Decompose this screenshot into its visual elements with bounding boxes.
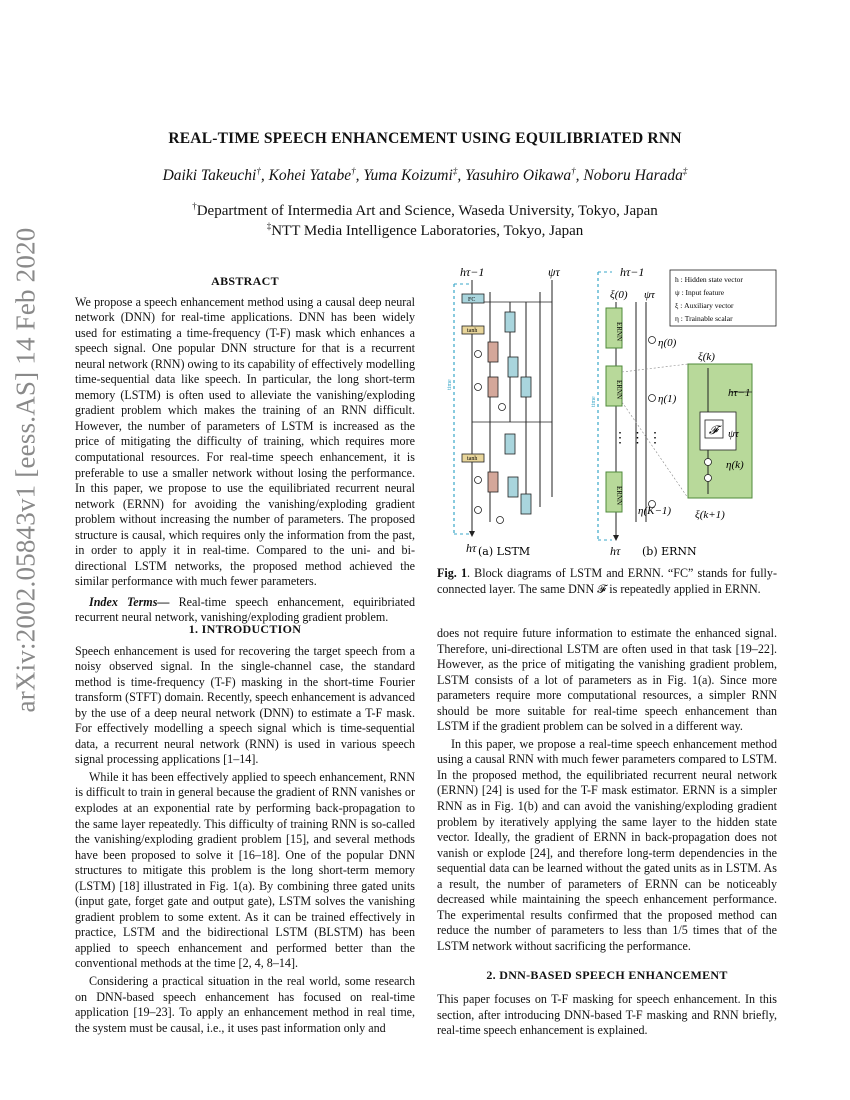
index-terms: Index Terms— Real-time speech enhancement, equiribriated recurrent neural network, vanishing/exploding gradient problem. <box>75 594 416 625</box>
ernn-h-out: hτ <box>610 544 621 558</box>
lstm-tanh-label: tanh <box>467 456 478 462</box>
ernn-block-label: ERNN <box>615 322 623 342</box>
legend-item: ψ : Input feature <box>675 288 725 297</box>
ernn-op <box>705 459 712 466</box>
lstm-h-out: hτ <box>466 541 477 555</box>
lstm-op <box>475 351 482 358</box>
lstm-time-label: time <box>447 379 453 390</box>
ernn-diagram <box>591 265 776 558</box>
label-lstm: (a) LSTM <box>478 545 531 558</box>
right-column-text <box>437 626 777 1039</box>
legend-item: η : Trainable scalar <box>675 314 733 323</box>
lstm-h-prev: hτ−1 <box>460 265 485 279</box>
author: Noboru Harada‡ <box>583 166 688 185</box>
lstm-gate <box>508 477 518 497</box>
lstm-op <box>475 507 482 514</box>
arxiv-watermark: arXiv:2002.05843v1 [eess.AS] 14 Feb 2020 <box>10 227 41 713</box>
figure-1-diagram <box>430 262 780 562</box>
lstm-gate <box>505 434 515 454</box>
ernn-op <box>705 475 712 482</box>
ernn-detail-psi: ψτ <box>728 428 739 440</box>
lstm-tanh-label: tanh <box>467 328 478 334</box>
lstm-psi: ψτ <box>548 265 560 279</box>
author: Yuma Koizumi‡, <box>363 166 466 185</box>
ernn-xi0: ξ(0) <box>610 289 628 301</box>
intro-paragraph: While it has been effectively applied to speech enhancement, RNN is difficult to train in general because the gradient of RNN vanishes or explodes at an exponential rate by performing back-propagation to the same layer repeatedly. This difficulty of training RNN is so-called the vanishing/exploding gradient problem [15], and several methods have been proposed to solve it [16–18]. One of the popular DNN structures to mitigate this problem is the long short-term memory (LSTM) [18] illustrated in Fig. 1(a). By combining three gated units (input gate, forget gate and output gate), LSTM solves the vanishing gradient problem to some extent. As it can be trained effectively in practice, LSTM and the bidirectional LSTM (BLSTM) has been applied to speech enhancement and performed better than the conventional methods at the time [2, 4, 8–14]. <box>75 769 415 971</box>
ernn-time-label: time <box>591 396 597 407</box>
abstract-text: We propose a speech enhancement method using a causal deep neural network (DNN) for real-time applications. DNN has been widely used for estimating a time-frequency (T-F) mask which enhances a speech signal. One popular DNN structure for that is a recurrent neural network (RNN) owing to its capability of effectively modelling time-sequential data like speech. In particular, the long short-term memory (LSTM) is often used to alleviate the vanishing/exploding gradient problem which makes the training of an RNN difficult. However, the number of parameters of LSTM is increased as the price of mitigating the difficulty of training, which requires more computational resources. For real-time speech enhancement, it is preferable to use a smaller network without losing the performance. In this paper, we propose to use the equilibriated recurrent neural network (ERNN) for avoiding the vanishing/exploding gradient problem without increasing the number of parameters. The proposed structure is causal, which requires only the information from the past, in order to apply it in real-time. Compared to the uni- and bi-directional LSTM networks, the proposed method achieved the similar performance with much fewer parameters. <box>75 294 415 589</box>
ernn-F-label: 𝓕 <box>709 423 718 437</box>
section-2-paragraph: This paper focuses on T-F masking for speech enhancement. In this section, after introducing DNN-based T-F masking and RNN briefly, real-time speech enhancement is explained. <box>437 992 777 1038</box>
author-list <box>0 166 850 185</box>
lstm-op <box>499 404 506 411</box>
affiliation: ‡NTT Media Intelligence Laboratories, Tokyo, Japan <box>266 221 584 239</box>
ernn-block-label: ERNN <box>615 486 623 506</box>
lstm-gate <box>521 494 531 514</box>
ernn-eta0: η(0) <box>658 337 677 349</box>
label-ernn: (b) ERNN <box>642 545 697 558</box>
paper-title: REAL-TIME SPEECH ENHANCEMENT USING EQUILIBRIATED RNN <box>168 130 682 147</box>
intro-paragraph: Speech enhancement is used for recovering the target speech from a noisy observed signal. In the single-channel case, the standard method is time-frequency (T-F) masking in the short-time Fourier transform (STFT) domain. Recently, speech enhancement is advanced by the use of a deep neural network (DNN) to estimate a T-F mask. For effectively modelling a speech signal which is time-sequential data, a recurrent neural network (RNN) is used in various speech signal processing applications [1–14]. <box>75 643 415 767</box>
lstm-op <box>497 517 504 524</box>
ernn-xik1: ξ(k+1) <box>695 509 725 521</box>
author: Yasuhiro Oikawa†, <box>465 166 584 185</box>
figure-1-caption: Fig. 1. Block diagrams of LSTM and ERNN. “FC” stands for fully-connected layer. The same DNN 𝓕 is repeatedly applied in ERNN. <box>437 566 777 596</box>
section-2-heading: 2. DNN-BASED SPEECH ENHANCEMENT <box>486 968 728 983</box>
legend-item: ξ : Auxiliary vector <box>675 301 734 310</box>
ernn-etak: η(k) <box>726 459 744 471</box>
ernn-h-prev: hτ−1 <box>620 265 645 279</box>
ernn-op <box>649 395 656 402</box>
lstm-gate <box>521 377 531 397</box>
author: Kohei Yatabe†, <box>268 166 364 185</box>
ernn-detail-h-prev: hτ−1 <box>728 387 751 399</box>
legend-item: h : Hidden state vector <box>675 275 743 284</box>
lstm-gate <box>488 342 498 362</box>
affiliation: †Department of Intermedia Art and Science, Waseda University, Tokyo, Japan <box>192 201 658 219</box>
ernn-op <box>649 337 656 344</box>
lstm-op <box>475 384 482 391</box>
lstm-gate <box>505 312 515 332</box>
abstract-heading: ABSTRACT <box>211 274 279 288</box>
ernn-xik: ξ(k) <box>698 351 715 363</box>
intro-heading: 1. INTRODUCTION <box>188 622 302 636</box>
abstract-section <box>75 274 415 626</box>
introduction-section <box>75 622 415 1036</box>
lstm-op <box>475 477 482 484</box>
ernn-etaK1: η(K−1) <box>638 505 672 517</box>
lstm-gate <box>508 357 518 377</box>
lstm-diagram <box>447 265 560 558</box>
author: Daiki Takeuchi†, <box>162 166 269 185</box>
ernn-block-label: ERNN <box>615 380 623 400</box>
lstm-gate <box>488 472 498 492</box>
intro-paragraph: Considering a practical situation in the real world, some research on DNN-based speech enhancement has focused on real-time application [19–23]. To apply an enhancement method in real time, the system must be causal, i.e., it uses past information only and <box>75 974 415 1035</box>
intro-paragraph: does not require future information to estimate the enhanced signal. Therefore, uni-directional LSTM are often used in that task [19–22]. However, as the price of mitigating the vanishing gradient problem, LSTM consists of a lot of parameters as in Fig. 1(a). Since more parameters require more computational resources, a simpler RNN should be more suitable for real-time speech enhancement than LSTM if the gradient problem can be solved in a different way. <box>437 626 777 734</box>
ernn-psi: ψτ <box>644 289 655 301</box>
intro-paragraph: In this paper, we propose a real-time speech enhancement method using a causal RNN with much fewer parameters compared to LSTM. In the proposed method, the equilibriated recurrent neural network (ERNN) [24] is used for the T-F mask estimator. ERNN is a simpler RNN as in Fig. 1(b) and can avoid the vanishing/exploding gradient problem by iteratively applying the same layer to the hidden state vector. Ideally, the gradient of ERNN in back-propagation does not vanish or explode [24], and therefore long-term dependencies in the sequential data can be learned without the gated units as in LSTM. As a result, the number of parameters of ERNN can be noticeably decreased while maintaining the speech enhancement performance. The experimental results confirmed that the proposed method can reduce the number of parameters to less than 1/5 times that of the LSTM network without sacrificing the performance. <box>437 736 777 953</box>
lstm-gate <box>488 377 498 397</box>
ernn-dots: ⋮ ⋮ ⋮ <box>613 431 662 446</box>
ernn-eta1: η(1) <box>658 393 677 405</box>
lstm-fc-label: FC <box>468 297 476 303</box>
